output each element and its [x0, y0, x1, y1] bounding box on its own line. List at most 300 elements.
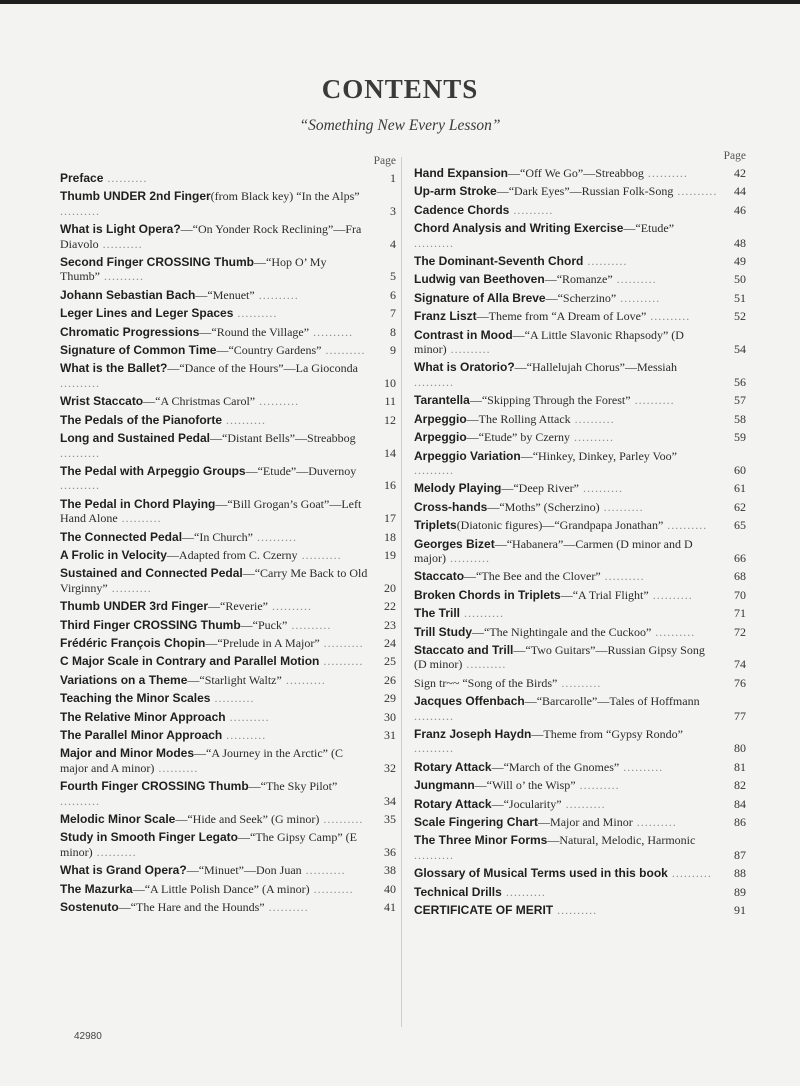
toc-entry-text: [414, 518, 746, 532]
toc-entry: [60, 361, 396, 390]
leader-dots: ..........: [319, 635, 364, 650]
toc-entry-detail: —“March of the Gnomes”: [491, 759, 620, 774]
leader-dots: ..........: [301, 863, 346, 878]
leader-dots: ..........: [117, 511, 162, 526]
toc-entry-detail: —“Hide and Seek” (G minor): [175, 812, 320, 827]
toc-entry-title: Triplets: [414, 518, 457, 533]
toc-entry-title: Johann Sebastian Bach: [60, 287, 196, 302]
toc-page-number: 22: [384, 599, 396, 614]
toc-entry-text: [60, 618, 396, 632]
leader-dots: ..........: [651, 624, 696, 639]
toc-entry-text: [414, 449, 746, 478]
toc-entry-title: Staccato and Trill: [414, 642, 514, 657]
toc-entry-title: Long and Sustained Pedal: [60, 431, 211, 446]
toc-entry: [60, 636, 396, 650]
toc-entry: [414, 694, 746, 723]
contents-column-left: [60, 155, 396, 918]
toc-page-number: 9: [390, 343, 396, 358]
leader-dots: ..........: [255, 394, 300, 409]
toc-entry-title: Fourth Finger CROSSING Thumb: [60, 779, 249, 794]
toc-entry-text: [60, 728, 396, 742]
toc-page-number: 44: [734, 184, 746, 199]
toc-page-number: 20: [384, 580, 396, 595]
toc-entry-title: Cadence Chords: [414, 202, 510, 217]
toc-entry-text: [60, 343, 396, 357]
toc-entry: [60, 306, 396, 320]
toc-entry: [414, 676, 746, 690]
toc-entry-text: [414, 184, 746, 198]
toc-entry-text: [414, 272, 746, 286]
toc-entry-detail: —“Starlight Waltz”: [187, 672, 282, 687]
toc-entry-detail: —“The Nightingale and the Cuckoo”: [472, 624, 652, 639]
toc-page-number: 91: [734, 903, 746, 918]
toc-entry-text: [414, 481, 746, 495]
toc-entry-detail: Sign tr~~ “Song of the Birds”: [414, 675, 558, 690]
toc-entry-title: The Trill: [414, 606, 461, 621]
toc-entry-text: [60, 530, 396, 544]
leader-dots: ..........: [557, 675, 602, 690]
toc-page-number: 40: [384, 881, 396, 896]
toc-entry-text: [414, 291, 746, 305]
toc-entry-text: [414, 588, 746, 602]
toc-entry-detail: —“The Bee and the Clover”: [464, 569, 601, 584]
toc-entry-text: [414, 430, 746, 444]
toc-entry-text: [60, 830, 396, 859]
toc-entry-detail: —Theme from “Gypsy Rondo”: [531, 727, 683, 741]
toc-entry-title: Arpeggio: [414, 430, 467, 445]
toc-page-number: 71: [734, 606, 746, 621]
toc-entry-detail: —“Hinkey, Dinkey, Parley Voo”: [520, 448, 677, 463]
toc-entry: [60, 746, 396, 775]
toc-entry-title: Study in Smooth Finger Legato: [60, 830, 238, 845]
toc-page-number: 14: [384, 445, 396, 460]
toc-entry-title: Contrast in Mood: [414, 327, 513, 342]
leader-dots: ..........: [309, 881, 354, 896]
toc-entry-text: [414, 643, 746, 672]
footer-code: 42980: [74, 1031, 102, 1042]
toc-entry-title: Variations on a Theme: [60, 672, 188, 687]
toc-entry-detail: —Major and Minor: [538, 815, 633, 830]
toc-page-number: 88: [734, 866, 746, 881]
toc-page-number: 49: [734, 254, 746, 269]
leader-dots: ..........: [501, 884, 546, 899]
toc-page-number: 61: [734, 481, 746, 496]
toc-entry: [414, 903, 746, 917]
toc-entry-text: [414, 903, 746, 917]
leader-dots: ..........: [60, 445, 100, 460]
page-column-header: Page: [723, 150, 746, 162]
toc-entry-title: What is Oratorio?: [414, 360, 515, 375]
toc-entry-title: Hand Expansion: [414, 166, 509, 180]
toc-entry-text: [414, 221, 746, 250]
toc-entry: [60, 343, 396, 357]
toc-entry: [60, 288, 396, 302]
toc-entry-text: [414, 778, 746, 792]
toc-entry-text: [60, 189, 396, 218]
toc-entry-text: [414, 797, 746, 811]
toc-entry-text: [60, 394, 396, 408]
toc-page-number: 12: [384, 412, 396, 427]
toc-entry-title: Thumb UNDER 2nd Finger: [60, 189, 211, 204]
toc-entry-title: Leger Lines and Leger Spaces: [60, 306, 234, 321]
toc-entry-detail: —Natural, Melodic, Harmonic: [547, 833, 696, 848]
toc-entry-title: Technical Drills: [414, 884, 502, 899]
toc-entry: [414, 625, 746, 639]
toc-entry: [414, 221, 746, 250]
toc-entry: [414, 885, 746, 899]
toc-page-number: 57: [734, 393, 746, 408]
toc-entry-text: [60, 413, 396, 427]
toc-entry: [414, 866, 746, 880]
toc-page-number: 1: [390, 171, 396, 185]
toc-page-number: 36: [384, 844, 396, 859]
toc-entry: [414, 518, 746, 532]
toc-entry-title: Thumb UNDER 3rd Finger: [60, 599, 209, 614]
toc-entry-title: Franz Liszt: [414, 309, 477, 324]
toc-entry-text: [60, 171, 396, 185]
toc-page-number: 68: [734, 569, 746, 584]
toc-entry-detail: —“Jocularity”: [491, 796, 562, 811]
toc-entry-title: Scale Fingering Chart: [414, 815, 539, 830]
leader-dots: ..........: [462, 657, 507, 672]
leader-dots: ..........: [222, 412, 267, 427]
toc-entry-title: What is Grand Opera?: [60, 863, 187, 878]
toc-entry: [60, 863, 396, 877]
leader-dots: ..........: [267, 599, 312, 614]
toc-entry-detail: —“Hallelujah Chorus”—Messiah: [514, 360, 677, 375]
toc-entry: [414, 184, 746, 198]
toc-entry-detail: —“Romanze”: [544, 272, 613, 287]
toc-page-number: 8: [390, 324, 396, 339]
toc-entry-detail: —“Off We Go”—Streabbog: [508, 166, 644, 180]
toc-entry-title: What is the Ballet?: [60, 361, 168, 376]
toc-entry: [60, 548, 396, 562]
toc-page-number: 80: [734, 741, 746, 756]
toc-page-number: 60: [734, 462, 746, 477]
toc-entry-detail: —“Carry Me Back to Old Virginny”: [60, 566, 368, 595]
toc-page-number: 11: [384, 394, 396, 409]
toc-entry-title: Chord Analysis and Writing Exercise: [414, 221, 624, 236]
leader-dots: ..........: [570, 411, 615, 426]
toc-entry-title: Rotary Attack: [414, 759, 492, 774]
leader-dots: ..........: [667, 866, 712, 881]
toc-page-number: 42: [734, 166, 746, 180]
toc-entry-detail: —“Prelude in A Major”: [205, 635, 320, 650]
toc-entry-title: Georges Bizet: [414, 536, 495, 551]
toc-entry-text: [60, 710, 396, 724]
toc-entry-title: Third Finger CROSSING Thumb: [60, 617, 241, 632]
leader-dots: ..........: [414, 374, 454, 389]
leader-dots: ..........: [321, 343, 366, 358]
toc-entry-detail: (Diatonic figures)—“Grandpapa Jonathan”: [456, 518, 664, 533]
toc-entry: [60, 728, 396, 742]
toc-entry-text: [60, 464, 396, 493]
page-title: CONTENTS: [321, 74, 479, 104]
toc-entry: [60, 413, 396, 427]
toc-page-number: 77: [734, 708, 746, 723]
leader-dots: ..........: [60, 478, 100, 493]
leader-dots: ..........: [579, 481, 623, 496]
toc-entry: [60, 618, 396, 632]
toc-entry-title: Chromatic Progressions: [60, 324, 200, 339]
toc-entry: [60, 673, 396, 687]
toc-entry-text: [414, 569, 746, 583]
toc-page-number: 86: [734, 815, 746, 830]
leader-dots: ..........: [253, 529, 298, 544]
toc-entry: [60, 654, 396, 668]
toc-entry-detail: —“Round the Village”: [199, 324, 310, 339]
toc-entry: [414, 393, 746, 407]
toc-entry-title: The Relative Minor Approach: [60, 709, 226, 724]
toc-entry-detail: —“Habanera”—Carmen (D minor and D major): [414, 536, 693, 565]
toc-entry-detail: —“Reverie”: [208, 599, 268, 614]
toc-entry-title: Frédéric François Chopin: [60, 635, 206, 650]
toc-entry-detail: —“Will o’ the Wisp”: [474, 778, 576, 793]
page-column-header: Page: [373, 155, 396, 167]
toc-entry: [414, 203, 746, 217]
toc-page-number: 48: [734, 235, 746, 250]
toc-page-number: 70: [734, 587, 746, 602]
toc-entry-detail: —Adapted from C. Czerny: [166, 547, 298, 562]
toc-entry-title: Sustained and Connected Pedal: [60, 566, 243, 581]
leader-dots: ..........: [319, 812, 364, 827]
toc-entry-title: Preface: [60, 171, 104, 185]
toc-entry: [60, 882, 396, 896]
leader-dots: ..........: [100, 269, 144, 284]
leader-dots: ..........: [319, 654, 364, 669]
toc-entry-text: [60, 654, 396, 668]
leader-dots: ..........: [414, 847, 454, 862]
toc-entry-title: The Pedal with Arpeggio Groups: [60, 463, 246, 478]
toc-entry-title: Signature of Common Time: [60, 343, 217, 358]
leader-dots: ..........: [619, 759, 664, 774]
toc-entry: [414, 643, 746, 672]
toc-page-number: 62: [734, 499, 746, 514]
toc-entry: [414, 328, 746, 357]
toc-entry-text: [414, 412, 746, 426]
toc-entry-detail: —“Two Guitars”—Russian Gipsy Song (D minor): [414, 642, 705, 672]
toc-entry: [60, 497, 396, 526]
toc-entry: [60, 464, 396, 493]
leader-dots: ..........: [509, 202, 554, 217]
leader-dots: ..........: [98, 236, 143, 251]
toc-entry-detail: —“Minuet”—Don Juan: [186, 863, 302, 878]
toc-page-number: 16: [384, 478, 396, 493]
toc-entry: [60, 530, 396, 544]
toc-page-number: 25: [384, 654, 396, 669]
toc-page-number: 46: [734, 202, 746, 217]
toc-page-number: 32: [384, 760, 396, 775]
leader-dots: ..........: [60, 793, 100, 808]
toc-entry-detail: —“Skipping Through the Forest”: [469, 393, 631, 408]
leader-dots: ..........: [233, 306, 278, 321]
toc-entry-detail: —“Dark Eyes”—Russian Folk-Song: [496, 184, 674, 199]
leader-dots: ..........: [553, 903, 598, 918]
toc-entry: [414, 272, 746, 286]
leader-dots: ..........: [60, 203, 100, 218]
toc-entry-title: The Mazurka: [60, 881, 133, 896]
leader-dots: ..........: [414, 708, 454, 723]
toc-entry-text: [60, 746, 396, 775]
leader-dots: ..........: [414, 462, 454, 477]
toc-entry: [60, 222, 396, 251]
toc-page-number: 41: [384, 900, 396, 915]
toc-entry-detail: —“A Trial Flight”: [560, 587, 649, 602]
toc-page-number: 74: [734, 657, 746, 672]
toc-page-number: 65: [734, 518, 746, 533]
toc-entry: [60, 255, 396, 284]
toc-entry: [60, 900, 396, 914]
toc-entry-title: Second Finger CROSSING Thumb: [60, 255, 255, 270]
toc-entry: [60, 599, 396, 613]
column-divider: [401, 157, 402, 1027]
toc-page-number: 50: [734, 272, 746, 287]
toc-entry-detail: —“Etude” by Czerny: [466, 430, 570, 445]
leader-dots: ..........: [446, 550, 490, 565]
leader-dots: ..........: [646, 309, 691, 324]
toc-entry-title: Jungmann: [414, 778, 475, 793]
toc-entry-text: [60, 882, 396, 896]
leader-dots: ..........: [281, 672, 326, 687]
toc-entry: [60, 189, 396, 218]
toc-entry-title: Teaching the Minor Scales: [60, 691, 211, 706]
toc-entry-text: [414, 309, 746, 323]
leader-dots: ..........: [414, 741, 454, 756]
toc-entry-text: [414, 676, 746, 690]
toc-entry-detail: —“In Church”: [182, 529, 254, 544]
toc-entry-title: Jacques Offenbach: [414, 694, 525, 709]
toc-entry-text: [414, 360, 746, 389]
toc-entry-title: Melodic Minor Scale: [60, 812, 176, 827]
toc-entry-text: [414, 203, 746, 217]
toc-entry: [414, 778, 746, 792]
toc-entry-detail: (from Black key) “In the Alps”: [210, 189, 360, 204]
toc-page-number: 34: [384, 793, 396, 808]
toc-entry-text: [414, 866, 746, 880]
toc-entry-detail: —“A Little Slavonic Rhapsody” (D minor): [414, 327, 684, 357]
toc-entry-text: [414, 500, 746, 514]
toc-page-number: 17: [384, 511, 396, 526]
leader-dots: ..........: [561, 796, 606, 811]
toc-page-number: 38: [384, 863, 396, 878]
toc-entry: [414, 588, 746, 602]
toc-entry-detail: —“Menuet”: [195, 287, 255, 302]
toc-entry-text: [414, 885, 746, 899]
toc-page-number: 6: [390, 287, 396, 302]
toc-entry-title: Wrist Staccato: [60, 394, 144, 409]
toc-page-number: 31: [384, 728, 396, 742]
toc-entry: [60, 691, 396, 705]
leader-dots: ..........: [154, 760, 199, 775]
toc-entry: [414, 481, 746, 495]
toc-page-number: 58: [734, 411, 746, 426]
toc-page-number: 82: [734, 778, 746, 793]
toc-entry-title: The Dominant-Seventh Chord: [414, 254, 584, 269]
toc-page-number: 29: [384, 691, 396, 706]
toc-entry-text: [414, 166, 746, 180]
toc-entry-title: The Three Minor Forms: [414, 833, 548, 848]
toc-entry-text: [60, 691, 396, 705]
toc-page-number: 56: [734, 374, 746, 389]
toc-entry: [414, 537, 746, 566]
leader-dots: ..........: [446, 342, 491, 357]
toc-entry-text: [60, 599, 396, 613]
leader-dots: ..........: [107, 580, 152, 595]
toc-entry: [60, 779, 396, 808]
toc-entry-detail: —“A Little Polish Dance” (A minor): [132, 881, 310, 896]
toc-entry-text: [60, 548, 396, 562]
leader-dots: ..........: [673, 184, 718, 199]
toc-entry-text: [414, 537, 746, 566]
leader-dots: ..........: [225, 709, 270, 724]
toc-entry-text: [60, 900, 396, 914]
toc-entry: [60, 566, 396, 595]
toc-entry: [60, 710, 396, 724]
leader-dots: ..........: [92, 844, 137, 859]
leader-dots: ..........: [599, 499, 644, 514]
page-subtitle: “Something New Every Lesson”: [299, 117, 501, 134]
toc-page-number: 54: [734, 342, 746, 357]
leader-dots: ..........: [600, 569, 645, 584]
toc-entry-text: [60, 222, 396, 251]
leader-dots: ..........: [630, 393, 675, 408]
toc-entry-detail: —“Country Gardens”: [216, 343, 322, 358]
toc-entry-title: A Frolic in Velocity: [60, 547, 167, 562]
toc-page-number: 59: [734, 430, 746, 445]
leader-dots: ..........: [460, 606, 505, 621]
toc-entry: [414, 449, 746, 478]
toc-page-number: 81: [734, 759, 746, 774]
toc-entry-text: [60, 636, 396, 650]
toc-entry: [414, 833, 746, 862]
toc-entry-title: Up-arm Stroke: [414, 184, 497, 199]
toc-entry-detail: —“The Hare and the Hounds”: [118, 900, 265, 915]
toc-page-number: 89: [734, 884, 746, 899]
toc-page-number: 51: [734, 290, 746, 305]
toc-entry-title: Ludwig van Beethoven: [414, 272, 545, 287]
toc-page-number: 76: [734, 675, 746, 690]
toc-entry-text: [414, 254, 746, 268]
leader-dots: ..........: [575, 778, 620, 793]
toc-entry: [60, 431, 396, 460]
toc-entry-title: Cross-hands: [414, 499, 488, 514]
toc-entry: [60, 812, 396, 826]
toc-entry-detail: —“A Christmas Carol”: [143, 394, 256, 409]
toc-entry-title: Trill Study: [414, 624, 473, 639]
toc-entry-text: [60, 361, 396, 390]
toc-entry-title: Tarantella: [414, 393, 470, 408]
toc-entry: [60, 394, 396, 408]
toc-entry-title: The Pedals of the Pianoforte: [60, 412, 223, 427]
toc-entry-text: [60, 255, 396, 284]
toc-entry-detail: —“Moths” (Scherzino): [487, 499, 600, 514]
toc-page-number: 24: [384, 635, 396, 650]
toc-entry-text: [414, 815, 746, 829]
toc-entry: [60, 830, 396, 859]
leader-dots: ..........: [264, 900, 309, 915]
toc-entry: [414, 797, 746, 811]
leader-dots: ..........: [414, 235, 454, 250]
toc-entry-title: CERTIFICATE OF MERIT: [414, 903, 554, 918]
toc-entry-title: Glossary of Musical Terms used in this book: [414, 866, 668, 881]
leader-dots: ..........: [648, 587, 693, 602]
leader-dots: ..........: [612, 272, 657, 287]
toc-entry-title: Rotary Attack: [414, 796, 492, 811]
toc-entry: [414, 166, 746, 180]
toc-entry: [414, 309, 746, 323]
toc-entry: [60, 171, 396, 185]
toc-entry-title: Major and Minor Modes: [60, 746, 195, 761]
